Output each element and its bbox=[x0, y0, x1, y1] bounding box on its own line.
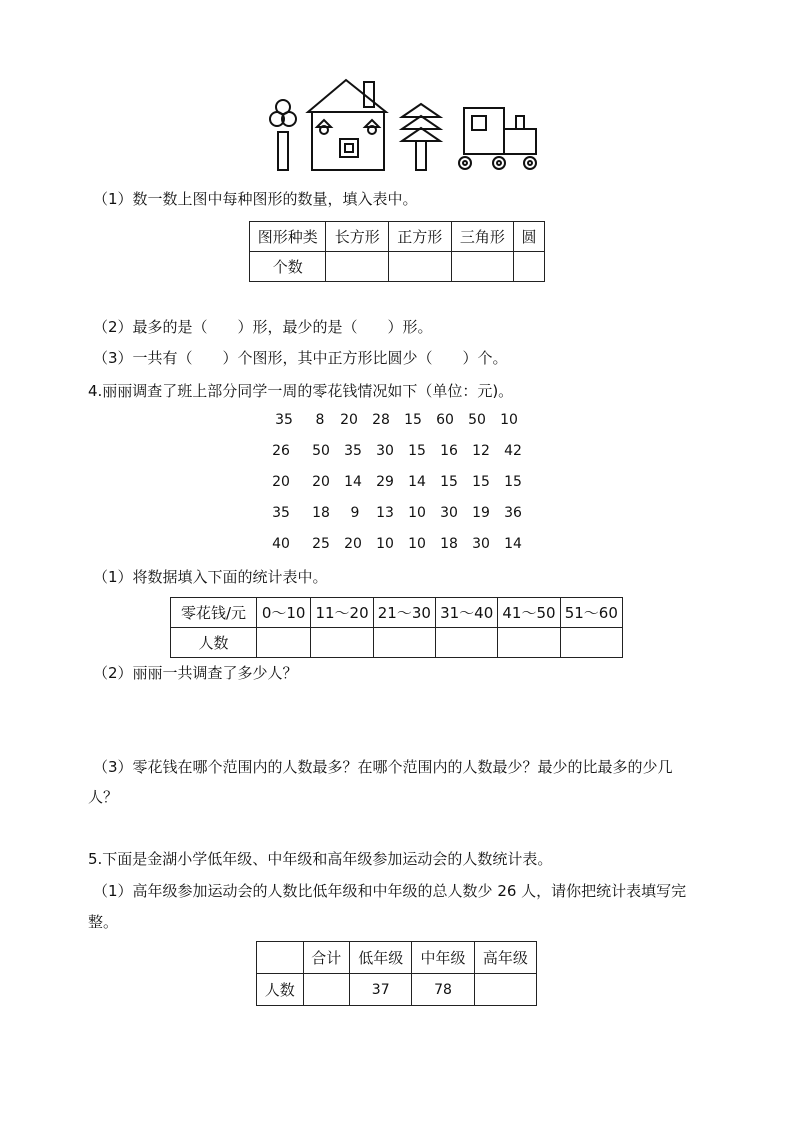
data-value: 15 bbox=[472, 474, 490, 490]
table-blank-cell[interactable] bbox=[474, 974, 536, 1006]
data-value: 20 bbox=[272, 474, 290, 490]
data-value: 18 bbox=[312, 505, 330, 521]
table-blank-cell[interactable] bbox=[389, 252, 452, 282]
table-blank-cell[interactable] bbox=[498, 628, 560, 658]
data-value: 8 bbox=[315, 412, 325, 428]
data-value: 36 bbox=[504, 505, 522, 521]
table-header-cell: 零花钱/元 bbox=[171, 598, 257, 628]
q5-sports-meet-table bbox=[256, 941, 537, 1006]
table-row-label: 人数 bbox=[171, 628, 257, 658]
table-row-label: 个数 bbox=[250, 252, 326, 282]
table-blank-cell[interactable] bbox=[311, 628, 373, 658]
data-value: 12 bbox=[472, 443, 490, 459]
table-blank-cell[interactable] bbox=[451, 252, 514, 282]
circle-stick-figure bbox=[270, 100, 296, 170]
table-header-cell: 中年级 bbox=[412, 942, 474, 974]
table-header-cell: 0～10 bbox=[256, 598, 310, 628]
data-value: 14 bbox=[408, 474, 426, 490]
table-header-cell: 21～30 bbox=[373, 598, 435, 628]
data-value: 19 bbox=[472, 505, 490, 521]
data-value: 9 bbox=[350, 505, 360, 521]
table-blank-cell[interactable] bbox=[436, 628, 498, 658]
table-header-cell: 圆 bbox=[514, 222, 545, 252]
data-value: 25 bbox=[312, 536, 330, 552]
q4-title: 4.丽丽调查了班上部分同学一周的零花钱情况如下（单位：元)。 bbox=[88, 382, 514, 400]
data-value: 10 bbox=[500, 412, 518, 428]
data-value: 15 bbox=[404, 412, 422, 428]
house-figure bbox=[308, 80, 386, 170]
q4-part1: （1）将数据填入下面的统计表中。 bbox=[93, 568, 328, 586]
data-value: 10 bbox=[408, 536, 426, 552]
q4-allowance-table bbox=[170, 597, 623, 658]
data-value: 60 bbox=[436, 412, 454, 428]
data-value: 29 bbox=[376, 474, 394, 490]
q4-part2: （2）丽丽一共调查了多少人？ bbox=[93, 664, 298, 682]
table-blank-cell[interactable] bbox=[560, 628, 622, 658]
data-value: 10 bbox=[376, 536, 394, 552]
q5-part1-line1: （1）高年级参加运动会的人数比低年级和中年级的总人数少 26 人，请你把统计表填写完 bbox=[93, 882, 687, 900]
data-value: 35 bbox=[275, 412, 293, 428]
data-value: 15 bbox=[440, 474, 458, 490]
table-blank-cell[interactable] bbox=[326, 252, 389, 282]
data-value: 10 bbox=[408, 505, 426, 521]
data-value: 30 bbox=[472, 536, 490, 552]
data-value: 14 bbox=[504, 536, 522, 552]
data-value: 30 bbox=[376, 443, 394, 459]
table-row-label: 人数 bbox=[257, 974, 304, 1006]
data-value: 20 bbox=[312, 474, 330, 490]
data-value: 26 bbox=[272, 443, 290, 459]
q4-part3-line1: （3）零花钱在哪个范围内的人数最多？在哪个范围内的人数最少？最少的比最多的少几 bbox=[93, 758, 673, 776]
q4-part3-line2: 人？ bbox=[88, 788, 119, 806]
table-header-cell: 长方形 bbox=[326, 222, 389, 252]
table-header-cell: 正方形 bbox=[389, 222, 452, 252]
tree-figure bbox=[402, 104, 440, 170]
data-value: 30 bbox=[440, 505, 458, 521]
data-value: 35 bbox=[344, 443, 362, 459]
table-header-cell: 51～60 bbox=[560, 598, 622, 628]
q3-part1: （1）数一数上图中每种图形的数量，填入表中。 bbox=[93, 190, 418, 208]
train-figure bbox=[459, 108, 536, 169]
q3-shape-count-table bbox=[249, 221, 545, 282]
table-header-cell: 图形种类 bbox=[250, 222, 326, 252]
table-blank-cell[interactable] bbox=[303, 974, 350, 1006]
data-value: 28 bbox=[372, 412, 390, 428]
data-value: 50 bbox=[468, 412, 486, 428]
table-header-cell: 低年级 bbox=[350, 942, 412, 974]
q5-title: 5.下面是金湖小学低年级、中年级和高年级参加运动会的人数统计表。 bbox=[88, 850, 553, 868]
table-cell: 78 bbox=[412, 974, 474, 1006]
data-value: 14 bbox=[344, 474, 362, 490]
data-value: 35 bbox=[272, 505, 290, 521]
data-value: 18 bbox=[440, 536, 458, 552]
data-value: 15 bbox=[408, 443, 426, 459]
table-blank-cell[interactable] bbox=[256, 628, 310, 658]
data-value: 50 bbox=[312, 443, 330, 459]
table-header-cell: 合计 bbox=[303, 942, 350, 974]
data-value: 15 bbox=[504, 474, 522, 490]
q3-part3: （3）一共有（ ）个图形，其中正方形比圆少（ ）个。 bbox=[93, 349, 508, 367]
data-value: 20 bbox=[344, 536, 362, 552]
table-cell: 37 bbox=[350, 974, 412, 1006]
q5-part1-line2: 整。 bbox=[88, 913, 119, 931]
table-header-cell bbox=[257, 942, 304, 974]
data-value: 13 bbox=[376, 505, 394, 521]
table-blank-cell[interactable] bbox=[514, 252, 545, 282]
table-header-cell: 高年级 bbox=[474, 942, 536, 974]
q3-part2: （2）最多的是（ ）形，最少的是（ ）形。 bbox=[93, 318, 433, 336]
table-header-cell: 31～40 bbox=[436, 598, 498, 628]
table-header-cell: 41～50 bbox=[498, 598, 560, 628]
shapes-figure bbox=[250, 72, 546, 180]
data-value: 42 bbox=[504, 443, 522, 459]
table-header-cell: 11～20 bbox=[311, 598, 373, 628]
data-value: 16 bbox=[440, 443, 458, 459]
table-header-cell: 三角形 bbox=[451, 222, 514, 252]
data-value: 40 bbox=[272, 536, 290, 552]
table-blank-cell[interactable] bbox=[373, 628, 435, 658]
data-value: 20 bbox=[340, 412, 358, 428]
